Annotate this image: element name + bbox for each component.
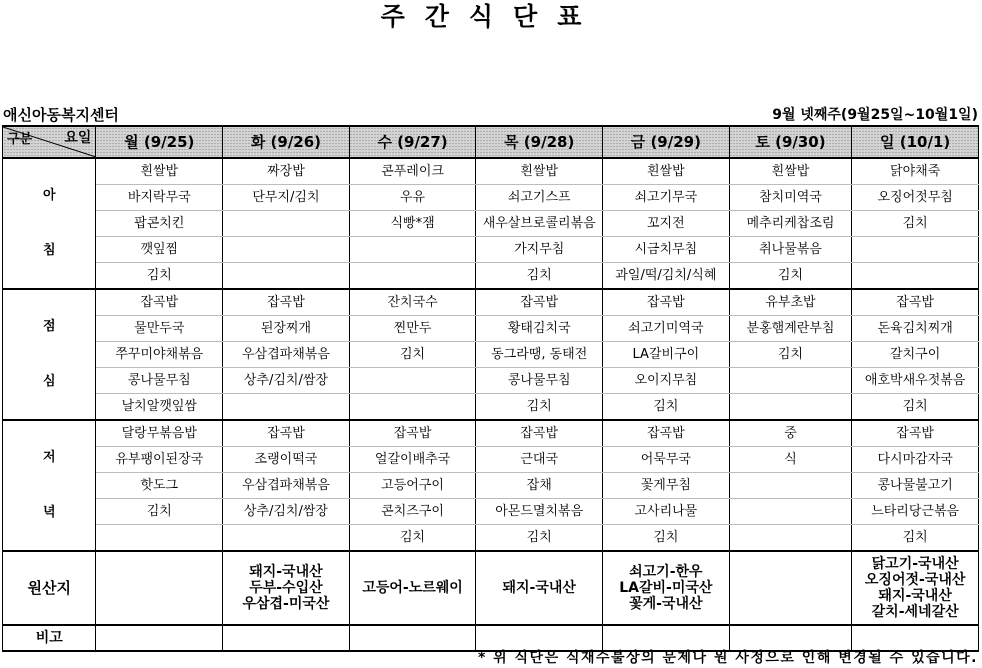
origin-line: LA갈비-미국산: [619, 580, 713, 596]
menu-cell: 오이지무침: [603, 368, 730, 394]
meal-section-label: [3, 158, 96, 289]
menu-cell: 쇠고기스프: [476, 185, 603, 211]
menu-cell: 어묵무국: [603, 447, 730, 473]
menu-cell: 우삼겹파채볶음: [223, 342, 350, 368]
meal-row: [3, 368, 979, 394]
menu-cell: 우유: [349, 185, 476, 211]
menu-cell: 식빵*잼: [349, 211, 476, 237]
day-header: 일 (10/1): [852, 126, 979, 158]
meal-section-label: [3, 420, 96, 551]
menu-cell: 팝콘치킨: [96, 211, 223, 237]
day-header: 금 (9/29): [603, 126, 730, 158]
menu-cell: 다시마감자국: [852, 447, 979, 473]
section-label-char: 침: [42, 243, 56, 258]
menu-table: [2, 125, 979, 652]
note-cell: [96, 625, 223, 651]
day-header: 화 (9/26): [223, 126, 350, 158]
menu-cell: 김치: [603, 525, 730, 552]
menu-cell: 단무지/김치: [223, 185, 350, 211]
meal-row: [3, 289, 979, 316]
menu-cell: 잡곡밥: [223, 420, 350, 447]
section-label-char: 녁: [42, 505, 56, 520]
menu-cell: 콩나물무침: [96, 368, 223, 394]
meal-row: [3, 394, 979, 421]
menu-cell: 얼갈이배추국: [349, 447, 476, 473]
menu-cell: 잡채: [476, 473, 603, 499]
menu-cell: 취나물볶음: [729, 237, 852, 263]
origin-line: 돼지-국내산: [878, 588, 952, 604]
menu-cell: 쇠고기무국: [603, 185, 730, 211]
menu-cell: 김치: [476, 525, 603, 552]
menu-cell: 김치: [729, 263, 852, 290]
menu-cell: 핫도그: [96, 473, 223, 499]
menu-cell: [96, 525, 223, 552]
origin-line: 고등어-노르웨이: [362, 580, 463, 596]
origin-line: 돼지-국내산: [249, 564, 323, 580]
meal-row: [3, 473, 979, 499]
meal-row: [3, 211, 979, 237]
menu-cell: [223, 263, 350, 290]
origin-cell: [852, 551, 979, 625]
menu-cell: 유부팽이된장국: [96, 447, 223, 473]
menu-cell: 김치: [349, 342, 476, 368]
menu-cell: 애호박새우젓볶음: [852, 368, 979, 394]
corner-cell: [3, 126, 96, 158]
origin-line: 우삼겹-미국산: [242, 596, 330, 612]
menu-cell: 상추/김치/쌈장: [223, 368, 350, 394]
menu-cell: 잡곡밥: [476, 289, 603, 316]
menu-cell: [729, 499, 852, 525]
menu-cell: 잡곡밥: [349, 420, 476, 447]
menu-cell: 상추/김치/쌈장: [223, 499, 350, 525]
note-cell: [349, 625, 476, 651]
menu-cell: 김치: [603, 394, 730, 421]
menu-cell: 잡곡밥: [96, 289, 223, 316]
menu-cell: 김치: [729, 342, 852, 368]
menu-cell: 새우살브로콜리볶음: [476, 211, 603, 237]
footnote: * 위 식단은 식재수불상의 문제나 원 사정으로 인해 변경될 수 있습니다.: [477, 650, 978, 666]
menu-cell: 콘치즈구이: [349, 499, 476, 525]
menu-cell: 황태김치국: [476, 316, 603, 342]
origin-line: 돼지-국내산: [502, 580, 576, 596]
menu-cell: [729, 473, 852, 499]
menu-cell: 잡곡밥: [852, 420, 979, 447]
menu-cell: 김치: [852, 211, 979, 237]
meal-row: [3, 342, 979, 368]
meal-row: [3, 525, 979, 552]
menu-cell: 흰쌀밥: [476, 158, 603, 185]
menu-cell: 쭈꾸미야채볶음: [96, 342, 223, 368]
origin-line: 쇠고기-한우: [629, 564, 703, 580]
origin-label: 원산지: [3, 551, 96, 625]
menu-cell: [349, 263, 476, 290]
menu-cell: [223, 525, 350, 552]
menu-cell: 김치: [476, 394, 603, 421]
menu-cell: 콩나물불고기: [852, 473, 979, 499]
menu-cell: [729, 394, 852, 421]
menu-cell: 유부초밥: [729, 289, 852, 316]
menu-cell: 아몬드멸치볶음: [476, 499, 603, 525]
menu-cell: 가지무침: [476, 237, 603, 263]
menu-cell: 짜장밥: [223, 158, 350, 185]
origin-cell: [223, 551, 350, 625]
section-label-char: 아: [42, 188, 56, 203]
origin-line: 갈치-세네갈산: [871, 604, 959, 620]
menu-cell: 느타리당근볶음: [852, 499, 979, 525]
section-label-char: 저: [42, 450, 56, 465]
menu-cell: 김치: [852, 394, 979, 421]
meal-section-label: [3, 289, 96, 420]
menu-cell: 오징어젓무침: [852, 185, 979, 211]
menu-cell: 찐만두: [349, 316, 476, 342]
day-header: 월 (9/25): [96, 126, 223, 158]
menu-cell: 달랑무볶음밥: [96, 420, 223, 447]
menu-cell: 흰쌀밥: [729, 158, 852, 185]
origin-cell: [729, 551, 852, 625]
menu-cell: [852, 237, 979, 263]
menu-cell: [223, 394, 350, 421]
menu-cell: 잡곡밥: [476, 420, 603, 447]
day-header: 토 (9/30): [729, 126, 852, 158]
menu-cell: 중: [729, 420, 852, 447]
menu-cell: LA갈비구이: [603, 342, 730, 368]
menu-cell: [223, 211, 350, 237]
menu-cell: 과일/떡/김치/식혜: [603, 263, 730, 290]
menu-cell: 꼬지전: [603, 211, 730, 237]
menu-cell: 김치: [96, 499, 223, 525]
menu-cell: 흰쌀밥: [603, 158, 730, 185]
menu-cell: 잔치국수: [349, 289, 476, 316]
menu-cell: [349, 394, 476, 421]
menu-cell: 메추리케찹조림: [729, 211, 852, 237]
section-label-char: 심: [42, 374, 56, 389]
page-title: 주간식단표: [380, 2, 602, 31]
menu-cell: 고등어구이: [349, 473, 476, 499]
menu-cell: 김치: [96, 263, 223, 290]
menu-cell: 꽃게무침: [603, 473, 730, 499]
menu-cell: 닭야채죽: [852, 158, 979, 185]
menu-cell: 잡곡밥: [603, 289, 730, 316]
origin-cell: [603, 551, 730, 625]
menu-cell: 동그라땡, 동태전: [476, 342, 603, 368]
menu-cell: 김치: [852, 525, 979, 552]
menu-cell: 콩나물무침: [476, 368, 603, 394]
menu-cell: 쇠고기미역국: [603, 316, 730, 342]
menu-cell: 흰쌀밥: [96, 158, 223, 185]
menu-cell: 바지락무국: [96, 185, 223, 211]
meal-row: [3, 185, 979, 211]
note-cell: [223, 625, 350, 651]
week-range: 9월 넷째주(9월25일~10월1일): [772, 107, 978, 123]
menu-cell: [223, 237, 350, 263]
menu-cell: 고사리나물: [603, 499, 730, 525]
menu-cell: 물만두국: [96, 316, 223, 342]
day-header: 수 (9/27): [349, 126, 476, 158]
meal-row: [3, 158, 979, 185]
menu-cell: 된장찌개: [223, 316, 350, 342]
meal-row: [3, 420, 979, 447]
day-header: 목 (9/28): [476, 126, 603, 158]
menu-cell: [729, 525, 852, 552]
origin-cell: [349, 551, 476, 625]
menu-cell: 분홍햄계란부침: [729, 316, 852, 342]
menu-cell: [349, 368, 476, 394]
menu-cell: 잡곡밥: [223, 289, 350, 316]
origin-line: 오징어젓-국내산: [864, 572, 966, 588]
menu-cell: 시금치무침: [603, 237, 730, 263]
menu-cell: 조랭이떡국: [223, 447, 350, 473]
menu-cell: [852, 263, 979, 290]
menu-cell: 깻잎찜: [96, 237, 223, 263]
menu-cell: 우삼겹파채볶음: [223, 473, 350, 499]
menu-cell: 콘푸레이크: [349, 158, 476, 185]
origin-line: 두부-수입산: [249, 580, 323, 596]
menu-cell: 잡곡밥: [852, 289, 979, 316]
meal-row: [3, 316, 979, 342]
gubun-label: 구분: [7, 132, 33, 147]
origin-row: [3, 551, 979, 625]
meal-row: [3, 237, 979, 263]
meal-row: [3, 447, 979, 473]
menu-cell: 참치미역국: [729, 185, 852, 211]
menu-cell: 김치: [476, 263, 603, 290]
menu-cell: 갈치구이: [852, 342, 979, 368]
section-label-char: 점: [42, 319, 56, 334]
origin-line: 꽃게-국내산: [629, 596, 703, 612]
organization-name: 애신아동복지센터: [3, 106, 119, 124]
menu-cell: 식: [729, 447, 852, 473]
origin-cell: [476, 551, 603, 625]
yoil-label: 요일: [64, 130, 92, 146]
menu-cell: 김치: [349, 525, 476, 552]
meal-row: [3, 499, 979, 525]
header-row: [3, 126, 979, 158]
menu-cell: 근대국: [476, 447, 603, 473]
origin-cell: [96, 551, 223, 625]
menu-cell: [349, 237, 476, 263]
note-label: 비고: [3, 625, 96, 651]
meal-row: [3, 263, 979, 290]
menu-cell: 날치알깻잎쌈: [96, 394, 223, 421]
menu-cell: 돈육김치찌개: [852, 316, 979, 342]
menu-cell: 잡곡밥: [603, 420, 730, 447]
origin-line: 닭고기-국내산: [871, 556, 959, 572]
menu-cell: [729, 368, 852, 394]
